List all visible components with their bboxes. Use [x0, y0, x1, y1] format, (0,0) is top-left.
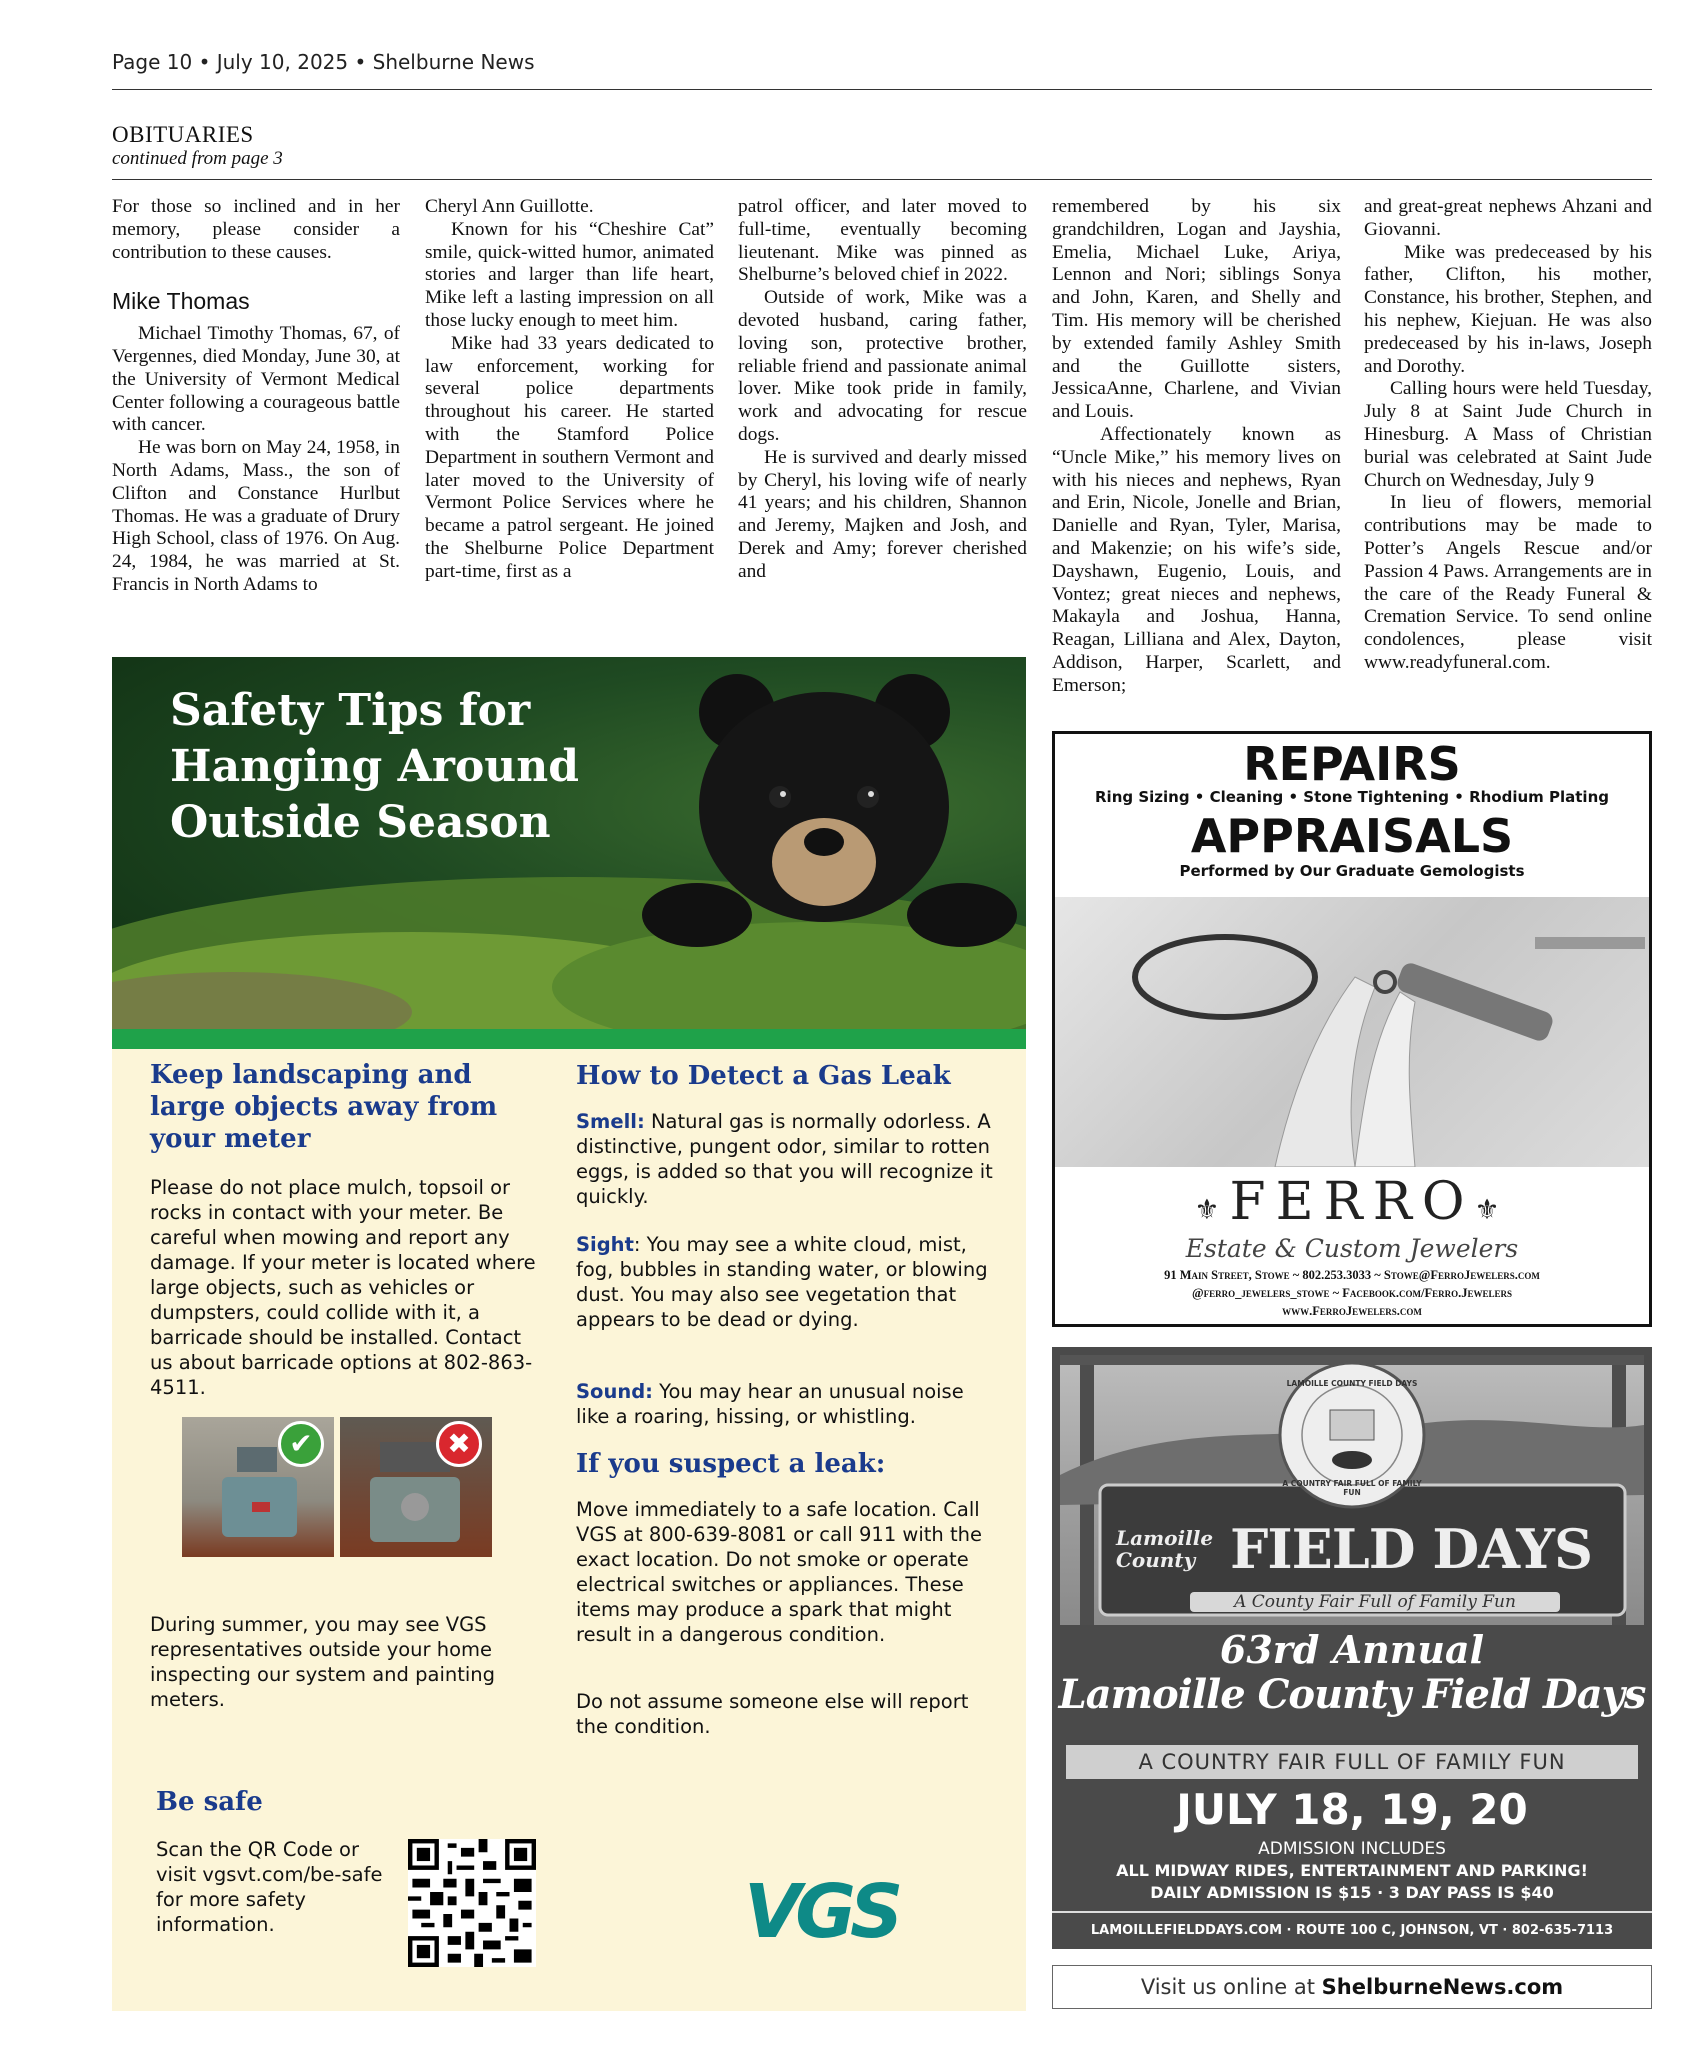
smell-description: Natural gas is normally odorless. A distinctive, pungent odor, similar to rotten eggs, is added so that you will recognize it quickly.: [576, 1110, 993, 1208]
vgs-logo-text: VGS: [744, 1869, 898, 1955]
sound-description: You may hear an unusual noise like a roaring, hissing, or whistling.: [576, 1380, 964, 1428]
vgs-logo: [744, 1869, 897, 1955]
safety-green-bar: [112, 1029, 1026, 1049]
obit-column-4: [1052, 196, 1341, 698]
obit-paragraph: remembered by his six grandchildren, Logan and Jayshia, Emelia, Michael Luke, Ariya, Lennon and Nori; siblings Sonya and John, Karen, and Shelly and Tim. His memory will be cherished by extended family Ashley Smith and the Guillotte sisters, JessicaAnne, Charlene, and Vivian and Louis.: [1052, 196, 1341, 423]
summer-text: During summer, you may see VGS representatives outside your home inspecting our system and painting meters.: [150, 1613, 496, 1711]
obit-paragraph: Affectionately known as “Uncle Mike,” his memory lives on with his nieces and nephews, Ryan and Erin, Nicole, Jonelle and Brian, Danielle and Ryan, Tyler, Marisa, and Makenzie; on his wife’s side, Dayshawn, Eugenio, Louis, and Vontez; great nieces and nephews, Makayla and Joshua, Hanna, Reagan, Lilliana and Alex, Dayton, Addison, Harper, Scarlett, and Emerson;: [1052, 423, 1341, 696]
ferro-social: @ferro_jewelers_stowe ~ Facebook.com/Ferro.Jewelers: [1191, 1286, 1512, 1300]
fd-title-1: 63rd Annual: [1219, 1627, 1485, 1672]
repairs-heading: REPAIRS: [1243, 737, 1461, 791]
fd-footer: [1052, 1911, 1652, 1949]
obit-paragraph: Cheryl Ann Guillotte.: [425, 196, 594, 217]
safety-banner-title: Safety Tips for Hanging Around Outside Season: [170, 685, 580, 848]
ferro-website: www.FerroJewelers.com: [1282, 1304, 1422, 1318]
check-icon: ✔: [278, 1421, 324, 1467]
fd-admission-1: ADMISSION INCLUDES: [1258, 1839, 1446, 1859]
obit-paragraph: He is survived and dearly missed by Cheryl, his loving wife of nearly 41 years; and his children, Shannon and Jeremy, Majken and Josh, and Derek and Amy; forever cherished and: [738, 446, 1027, 582]
obit-paragraph: patrol officer, and later moved to full-time, eventually becoming lieutenant. Mike was pinned as Shelburne’s beloved chief in 2022.: [738, 196, 1027, 286]
smell-text: [576, 1109, 996, 1209]
ferro-brand: [1055, 1172, 1649, 1232]
sign-left-text: Lamoille County: [1116, 1526, 1214, 1572]
ferro-tagline: Estate & Custom Jewelers: [1185, 1234, 1519, 1263]
obit-paragraph: Michael Timothy Thomas, 67, of Vergennes, died Monday, June 30, at the University of Vermont Medical Center following a courageous battle with cancer.: [112, 323, 400, 436]
visit-online-banner[interactable]: [1052, 1965, 1652, 2009]
obit-paragraph: Calling hours were held Tuesday, July 8 at Saint Jude Church in Hinesburg. A Mass of Christian burial was celebrated at Saint Jude Church on Wednesday, July 9: [1364, 378, 1652, 491]
sight-description: : You may see a white cloud, mist, fog, bubbles in standing water, or blowing dust. You may also see vegetation that appears to be dead or dying.: [576, 1233, 988, 1331]
obit-column-5: [1364, 196, 1652, 675]
fd-banner: A COUNTRY FAIR FULL OF FAMILY FUN: [1066, 1745, 1638, 1779]
detect-heading: How to Detect a Gas Leak: [576, 1061, 951, 1091]
x-icon: ✖: [436, 1421, 482, 1467]
section-header: [112, 122, 1652, 180]
obit-paragraph: Known for his “Cheshire Cat” smile, quick-witted humor, animated stories and larger than life heart, Mike left a lasting impression on all those lucky enough to meet him.: [425, 218, 714, 331]
sound-label: Sound:: [576, 1380, 653, 1403]
page-header: [112, 50, 1652, 90]
obit-paragraph: and great-great nephews Ahzani and Giovanni.: [1364, 196, 1652, 240]
field-days-sign-photo: [1060, 1355, 1644, 1625]
page-header-text: Page 10 • July 10, 2025 • Shelburne News: [112, 50, 535, 74]
appraisals-heading: APPRAISALS: [1190, 809, 1514, 863]
fleur-de-lis-icon: ⚜: [1194, 1193, 1230, 1226]
seal-text: LAMOILLE COUNTY FIELD DAYS: [1286, 1379, 1418, 1388]
ferro-address: 91 Main Street, Stowe ~ 802.253.3033 ~ Stowe@FerroJewelers.com: [1164, 1268, 1540, 1282]
obit-intro: For those so inclined and in her memory, please consider a contribution to these causes.: [112, 196, 400, 263]
meter-photo-bad: [340, 1417, 492, 1557]
fd-title-2: Lamoille County Field Days: [1058, 1671, 1646, 1718]
fd-admission-2: ALL MIDWAY RIDES, ENTERTAINMENT AND PARKING!: [1116, 1861, 1588, 1880]
seal-text-bottom: A COUNTRY FAIR FULL OF FAMILY FUN: [1282, 1479, 1422, 1497]
obit-paragraph: Mike had 33 years dedicated to law enforcement, working for several police departments throughout his career. He started with the Stamford Police Department in southern Vermont and later moved to the University of Vermont Police Services where he became a patrol sergeant. He joined the Shelburne Police Department part-time, first as a: [425, 332, 714, 582]
sight-text: [576, 1232, 996, 1332]
landscaping-heading: Keep landscaping and large objects away from your meter: [150, 1060, 498, 1154]
field-days-ad: [1052, 1347, 1652, 1949]
sign-main-text: FIELD DAYS: [1230, 1517, 1592, 1581]
landscaping-text: Please do not place mulch, topsoil or rocks in contact with your meter. Be careful when mowing and report any damage. If your meter is located where large objects, such as vehicles or dumpsters, could collide with it, a barricade should be installed. Contact us about barricade options at 802-863-4511.: [150, 1176, 536, 1399]
obit-column-2: [425, 196, 714, 584]
ferro-jewelers-ad: [1052, 731, 1652, 1327]
vgs-safety-ad: [112, 657, 1026, 2011]
sign-sub-text: A County Fair Full of Family Fun: [1190, 1592, 1560, 1612]
qr-code[interactable]: [408, 1839, 536, 1967]
suspect-text-2: Do not assume someone else will report the condition.: [576, 1690, 969, 1738]
obit-column-1: [112, 196, 400, 597]
fd-admission-3: DAILY ADMISSION IS $15 · 3 DAY PASS IS $40: [1150, 1883, 1554, 1902]
appraisals-performed: Performed by Our Graduate Gemologists: [1179, 862, 1525, 880]
visit-prefix: Visit us online at: [1140, 1975, 1322, 1999]
section-title: OBITUARIES: [112, 122, 254, 147]
suspect-text: Move immediately to a safe location. Call VGS at 800-639-8081 or call 911 with the exact location. Do not smoke or operate electrical switches or appliances. These items may produce a spark that might result in a dangerous condition.: [576, 1498, 982, 1646]
smell-label: Smell:: [576, 1110, 645, 1133]
fleur-de-lis-icon: ⚜: [1474, 1193, 1510, 1226]
sound-text: [576, 1379, 996, 1429]
obit-paragraph: In lieu of flowers, memorial contributions may be made to Potter’s Angels Rescue and/or Passion 4 Paws. Arrangements are in the care of the Ready Funeral & Cremation Service. To send online condolences, please visit www.readyfuneral.com.: [1364, 492, 1652, 673]
suspect-heading: If you suspect a leak:: [576, 1449, 886, 1479]
fd-footer-text: LAMOILLEFIELDDAYS.COM · ROUTE 100 C, JOHNSON, VT · 802-635-7113: [1090, 1923, 1614, 1938]
repairs-services: Ring Sizing • Cleaning • Stone Tightening • Rhodium Plating: [1095, 788, 1609, 806]
obit-paragraph: Mike was predeceased by his father, Clifton, his mother, Constance, his brother, Stephen, and his nephew, Kiejuan. He was also predeceased by his in-laws, Joseph and Dorothy.: [1364, 241, 1652, 377]
be-safe-heading: Be safe: [156, 1787, 263, 1817]
section-subtitle: continued from page 3: [112, 148, 283, 169]
obit-paragraph: Outside of work, Mike was a devoted husband, caring father, loving son, protective brother, reliable friend and passionate animal lover. Mike took pride in family, work and advocating for rescue dogs.: [738, 287, 1027, 445]
meter-photo-good: [182, 1417, 334, 1557]
be-safe-text: Scan the QR Code or visit vgsvt.com/be-safe for more safety information.: [156, 1838, 383, 1936]
obit-paragraph: He was born on May 24, 1958, in North Adams, Mass., the son of Clifton and Constance Hurlbut Thomas. He was a graduate of Drury High School, class of 1976. On Aug. 24, 1984, he was married at St. Francis in North Adams to: [112, 437, 400, 595]
ferro-brand-text: FERRO: [1229, 1172, 1475, 1232]
safety-banner: [112, 657, 1026, 1029]
obit-column-3: [738, 196, 1027, 584]
visit-site-link[interactable]: ShelburneNews.com: [1321, 1975, 1564, 1999]
jeweler-hands-photo: [1055, 897, 1649, 1167]
obit-name: Mike Thomas: [112, 288, 250, 315]
sight-label: Sight: [576, 1233, 634, 1256]
fd-dates: JULY 18, 19, 20: [1176, 1785, 1528, 1834]
